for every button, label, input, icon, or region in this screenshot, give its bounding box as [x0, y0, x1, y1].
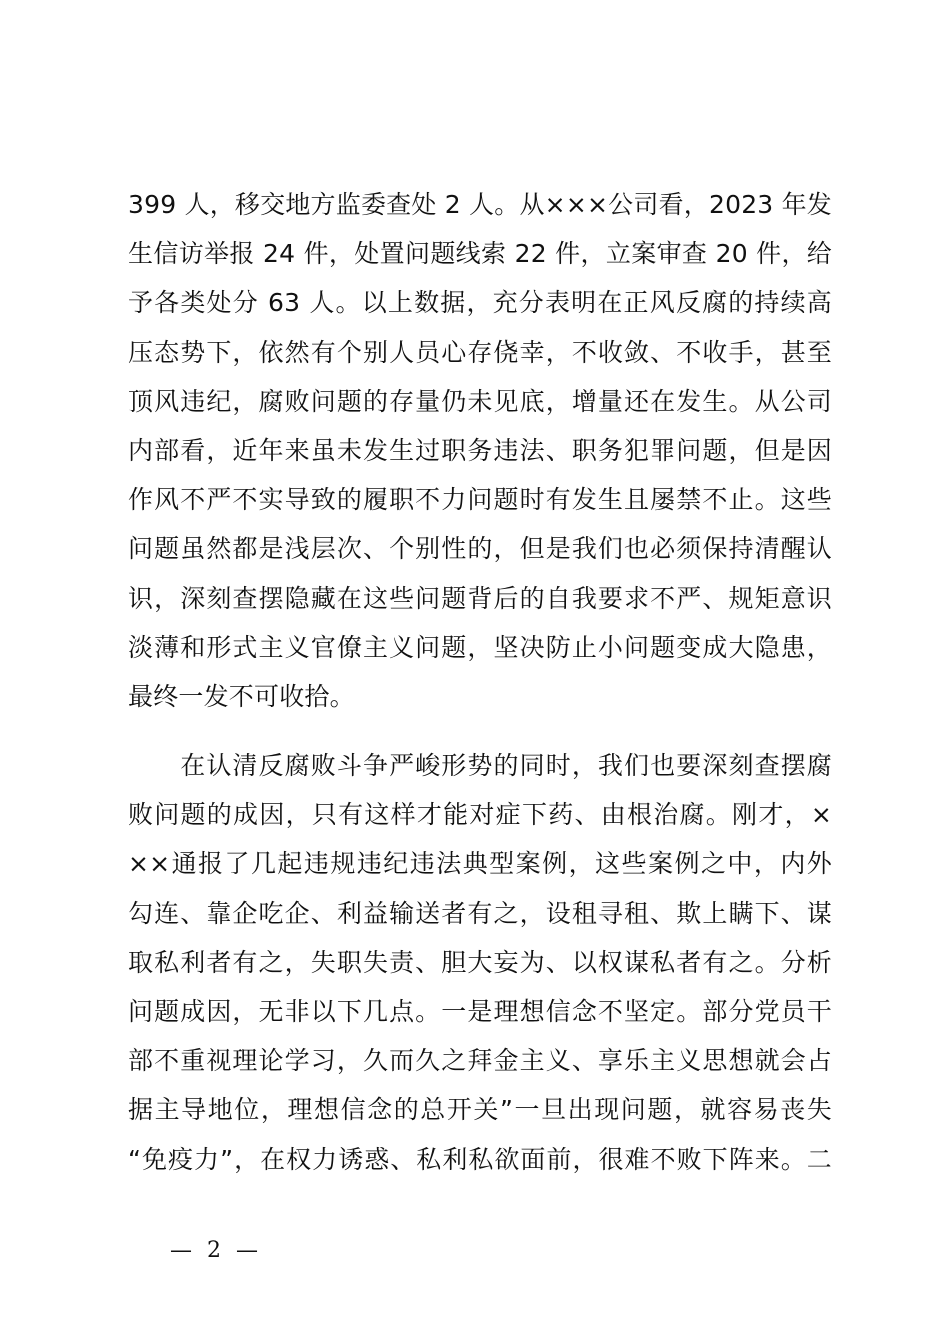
- text-line: 部不重视理论学习，久而久之拜金主义、享乐主义思想就会占: [128, 1046, 832, 1076]
- text-line: 败问题的成因，只有这样才能对症下药、由根治腐。刚才，×: [128, 800, 832, 830]
- body-text: [128, 180, 832, 1184]
- text-line: 识，深刻查摆隐藏在这些问题背后的自我要求不严、规矩意识: [128, 583, 832, 613]
- text-line: 压态势下，依然有个别人员心存侥幸，不收敛、不收手，甚至: [128, 337, 832, 367]
- text-line: 在认清反腐败斗争严峻形势的同时，我们也要深刻查摆腐: [128, 751, 832, 781]
- paragraph-1: [128, 180, 832, 721]
- text-line: 予各类处分 63 人。以上数据，充分表明在正风反腐的持续高: [128, 288, 832, 318]
- paragraph-2: [128, 741, 832, 1184]
- page-number: — 2 —: [170, 1238, 262, 1263]
- text-line: “免疫力”，在权力诱惑、私利私欲面前，很难不败下阵来。二: [128, 1144, 832, 1174]
- text-line: 399 人，移交地方监委查处 2 人。从×××公司看，2023 年发: [128, 190, 832, 219]
- text-line: 内部看，近年来虽未发生过职务违法、职务犯罪问题，但是因: [128, 435, 832, 465]
- text-line: 淡薄和形式主义官僚主义问题，坚决防止小问题变成大隐患，: [128, 632, 832, 662]
- text-line: 取私利者有之，失职失责、胆大妄为、以权谋私者有之。分析: [128, 947, 832, 977]
- text-line: ××通报了几起违规违纪违法典型案例，这些案例之中，内外: [128, 849, 832, 879]
- text-line: 最终一发不可收拾。: [128, 681, 355, 711]
- text-line: 顶风违纪，腐败问题的存量仍未见底，增量还在发生。从公司: [128, 386, 832, 416]
- paragraph-spacing: [128, 721, 832, 741]
- text-line: 作风不严不实导致的履职不力问题时有发生且屡禁不止。这些: [128, 485, 832, 515]
- text-line: 问题虽然都是浅层次、个别性的，但是我们也必须保持清醒认: [128, 534, 832, 564]
- text-line: 问题成因，无非以下几点。一是理想信念不坚定。部分党员干: [128, 997, 832, 1026]
- text-line: 勾连、靠企吃企、利益输送者有之，设租寻租、欺上瞒下、谋: [128, 898, 832, 928]
- text-line: 据主导地位，理想信念的总开关”一旦出现问题，就容易丧失: [128, 1095, 832, 1125]
- text-line: 生信访举报 24 件，处置问题线索 22 件，立案审查 20 件，给: [128, 239, 832, 269]
